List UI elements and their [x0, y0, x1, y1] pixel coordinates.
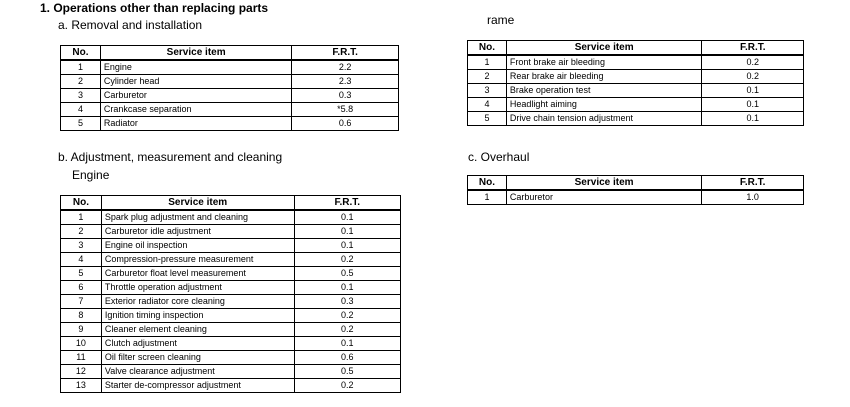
- table-row: [61, 103, 399, 117]
- service-item: Oil filter screen cleaning: [101, 351, 294, 365]
- table-row: [61, 210, 401, 225]
- subheading-removal: a. Removal and installation: [58, 18, 203, 32]
- table-row: [61, 337, 401, 351]
- frt-value: 0.1: [702, 98, 804, 112]
- service-item: Ignition timing inspection: [101, 309, 294, 323]
- row-number: 1: [61, 210, 102, 225]
- frt-value: 0.2: [294, 323, 400, 337]
- subheading-adjustment: b. Adjustment, measurement and cleaning: [58, 150, 283, 164]
- row-number: 9: [61, 323, 102, 337]
- row-number: 4: [61, 253, 102, 267]
- table-row: [468, 70, 804, 84]
- service-item: Carburetor idle adjustment: [101, 225, 294, 239]
- table-row: [468, 190, 804, 205]
- service-item: Clutch adjustment: [101, 337, 294, 351]
- frt-value: 0.3: [294, 295, 400, 309]
- row-number: 4: [61, 103, 101, 117]
- col-no: No.: [61, 196, 102, 211]
- frt-value: 0.3: [292, 89, 399, 103]
- service-item: Front brake air bleeding: [506, 55, 702, 70]
- row-number: 13: [61, 379, 102, 393]
- subheading-overhaul: c. Overhaul: [468, 150, 530, 164]
- table-row: [468, 84, 804, 98]
- frt-value: 0.2: [294, 379, 400, 393]
- service-item: Radiator: [100, 117, 291, 131]
- table-row: [61, 89, 399, 103]
- row-number: 11: [61, 351, 102, 365]
- frt-value: 0.6: [292, 117, 399, 131]
- table-row: [61, 365, 401, 379]
- removal-table: [60, 45, 399, 131]
- row-number: 1: [61, 60, 101, 75]
- col-service-item: Service item: [506, 41, 702, 56]
- frt-value: *5.8: [292, 103, 399, 117]
- row-number: 2: [61, 75, 101, 89]
- frt-value: 0.6: [294, 351, 400, 365]
- col-frt: F.R.T.: [702, 41, 804, 56]
- frt-value: 0.2: [702, 70, 804, 84]
- frt-value: 0.2: [294, 309, 400, 323]
- col-frt: F.R.T.: [292, 46, 399, 61]
- service-item: Spark plug adjustment and cleaning: [101, 210, 294, 225]
- service-item: Engine: [100, 60, 291, 75]
- section-title: 1. Operations other than replacing parts: [40, 1, 269, 15]
- table-row: [61, 75, 399, 89]
- table-row: [61, 281, 401, 295]
- frt-value: 0.1: [702, 112, 804, 126]
- row-number: 1: [468, 55, 507, 70]
- row-number: 3: [468, 84, 507, 98]
- table-row: [61, 60, 399, 75]
- service-item: Compression-pressure measurement: [101, 253, 294, 267]
- table-row: [61, 253, 401, 267]
- frt-value: 0.1: [294, 281, 400, 295]
- row-number: 6: [61, 281, 102, 295]
- col-no: No.: [468, 41, 507, 56]
- row-number: 8: [61, 309, 102, 323]
- subheading-engine: Engine: [72, 168, 110, 182]
- service-item: Carburetor: [100, 89, 291, 103]
- frt-value: 0.2: [702, 55, 804, 70]
- row-number: 4: [468, 98, 507, 112]
- service-item: Engine oil inspection: [101, 239, 294, 253]
- frt-value: 0.1: [294, 210, 400, 225]
- row-number: 1: [468, 190, 507, 205]
- service-item: Carburetor float level measurement: [101, 267, 294, 281]
- table-row: [61, 351, 401, 365]
- service-item: Headlight aiming: [506, 98, 702, 112]
- frt-value: 0.1: [294, 239, 400, 253]
- service-item: Drive chain tension adjustment: [506, 112, 702, 126]
- frt-value: 2.3: [292, 75, 399, 89]
- frt-value: 1.0: [702, 190, 804, 205]
- row-number: 5: [61, 267, 102, 281]
- row-number: 12: [61, 365, 102, 379]
- frame-table: [467, 40, 804, 126]
- service-item: Rear brake air bleeding: [506, 70, 702, 84]
- service-item: Cleaner element cleaning: [101, 323, 294, 337]
- service-item: Throttle operation adjustment: [101, 281, 294, 295]
- frt-value: 0.2: [294, 253, 400, 267]
- frt-value: 0.5: [294, 365, 400, 379]
- table-row: [61, 225, 401, 239]
- col-service-item: Service item: [101, 196, 294, 211]
- row-number: 7: [61, 295, 102, 309]
- overhaul-table: [467, 175, 804, 205]
- service-item: Valve clearance adjustment: [101, 365, 294, 379]
- frt-value: 0.5: [294, 267, 400, 281]
- table-row: [61, 323, 401, 337]
- row-number: 5: [468, 112, 507, 126]
- service-item: Brake operation test: [506, 84, 702, 98]
- engine-table: [60, 195, 401, 393]
- table-row: [61, 295, 401, 309]
- row-number: 2: [468, 70, 507, 84]
- row-number: 3: [61, 89, 101, 103]
- service-item: Starter de-compressor adjustment: [101, 379, 294, 393]
- table-row: [61, 239, 401, 253]
- subheading-frame: rame: [487, 13, 515, 27]
- row-number: 10: [61, 337, 102, 351]
- table-row: [468, 55, 804, 70]
- frt-value: 0.1: [294, 225, 400, 239]
- table-row: [61, 267, 401, 281]
- frt-value: 0.1: [702, 84, 804, 98]
- table-row: [61, 379, 401, 393]
- service-item: Exterior radiator core cleaning: [101, 295, 294, 309]
- table-row: [61, 309, 401, 323]
- row-number: 2: [61, 225, 102, 239]
- table-row: [468, 112, 804, 126]
- row-number: 3: [61, 239, 102, 253]
- col-service-item: Service item: [506, 176, 701, 191]
- service-item: Carburetor: [506, 190, 701, 205]
- service-item: Crankcase separation: [100, 103, 291, 117]
- col-no: No.: [468, 176, 507, 191]
- table-row: [468, 98, 804, 112]
- col-no: No.: [61, 46, 101, 61]
- row-number: 5: [61, 117, 101, 131]
- frt-value: 2.2: [292, 60, 399, 75]
- col-service-item: Service item: [100, 46, 291, 61]
- col-frt: F.R.T.: [294, 196, 400, 211]
- service-item: Cylinder head: [100, 75, 291, 89]
- col-frt: F.R.T.: [702, 176, 804, 191]
- frt-value: 0.1: [294, 337, 400, 351]
- table-row: [61, 117, 399, 131]
